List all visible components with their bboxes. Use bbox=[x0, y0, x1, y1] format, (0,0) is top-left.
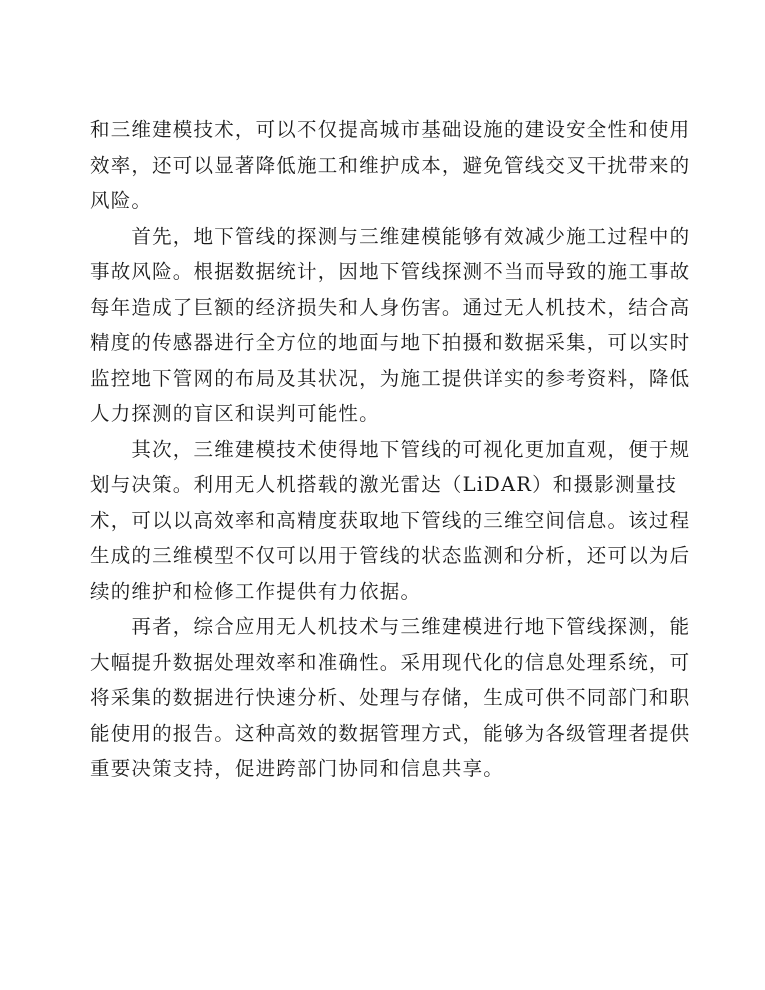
text-line-6: 每年造成了巨额的经济损失和人身伤害。通过无人机技术，结合高 bbox=[90, 295, 691, 319]
text-line-9: 人力探测的盲区和误判可能性。 bbox=[90, 402, 380, 425]
text-line-17: 将采集的数据进行快速分析、处理与存储，生成可供不同部门和职 bbox=[90, 686, 691, 709]
text-line-11: 划与决策。利用无人机搭载的激光雷达（LiDAR）和摄影测量技 bbox=[90, 473, 678, 496]
text-line-2: 效率，还可以显著降低施工和维护成本，避免管线交叉干扰带来的 bbox=[90, 153, 691, 177]
text-line-14: 续的维护和检修工作提供有力依据。 bbox=[90, 579, 422, 603]
text-line-18: 能使用的报告。这种高效的数据管理方式，能够为各级管理者提供 bbox=[90, 721, 691, 745]
text-line-3: 风险。 bbox=[90, 189, 153, 212]
text-line-12: 术，可以以高效率和高精度获取地下管线的三维空间信息。该过程 bbox=[90, 508, 691, 532]
text-line-8: 监控地下管网的布局及其状况，为施工提供详实的参考资料，降低 bbox=[90, 366, 691, 390]
text-line-7: 精度的传感器进行全方位的地面与地下拍摄和数据采集，可以实时 bbox=[90, 331, 691, 354]
text-line-15: 再者，综合应用无人机技术与三维建模进行地下管线探测，能 bbox=[90, 615, 691, 638]
body-text bbox=[90, 112, 691, 787]
text-line-10: 其次，三维建模技术使得地下管线的可视化更加直观，便于规 bbox=[90, 437, 691, 461]
text-line-4: 首先，地下管线的探测与三维建模能够有效减少施工过程中的 bbox=[90, 224, 691, 248]
text-line-13: 生成的三维模型不仅可以用于管线的状态监测和分析，还可以为后 bbox=[90, 544, 691, 567]
text-line-1: 和三维建模技术，可以不仅提高城市基础设施的建设安全性和使用 bbox=[90, 118, 691, 141]
text-line-19: 重要决策支持，促进跨部门协同和信息共享。 bbox=[90, 757, 505, 780]
text-line-5: 事故风险。根据数据统计，因地下管线探测不当而导致的施工事故 bbox=[90, 260, 691, 283]
text-line-16: 大幅提升数据处理效率和准确性。采用现代化的信息处理系统，可 bbox=[90, 650, 691, 674]
